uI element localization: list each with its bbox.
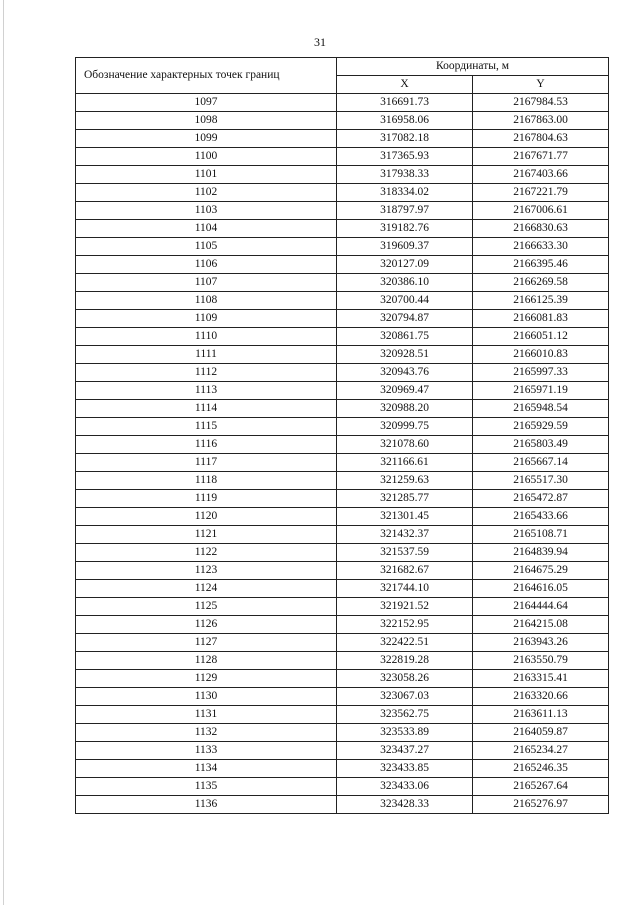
table-row <box>76 94 609 112</box>
y-cell: 2163943.26 <box>473 634 609 652</box>
point-id-cell: 1109 <box>76 310 337 328</box>
x-cell: 319609.37 <box>337 238 473 256</box>
table-row <box>76 166 609 184</box>
y-cell: 2165929.59 <box>473 418 609 436</box>
y-cell: 2166830.63 <box>473 220 609 238</box>
x-cell: 320928.51 <box>337 346 473 364</box>
x-cell: 320943.76 <box>337 364 473 382</box>
y-cell: 2163320.66 <box>473 688 609 706</box>
y-cell: 2165267.64 <box>473 778 609 796</box>
x-cell: 323067.03 <box>337 688 473 706</box>
x-cell: 323433.06 <box>337 778 473 796</box>
x-cell: 321537.59 <box>337 544 473 562</box>
x-cell: 321078.60 <box>337 436 473 454</box>
table-row <box>76 598 609 616</box>
table-row <box>76 112 609 130</box>
x-cell: 321921.52 <box>337 598 473 616</box>
y-cell: 2165971.19 <box>473 382 609 400</box>
y-cell: 2165246.35 <box>473 760 609 778</box>
point-id-cell: 1118 <box>76 472 337 490</box>
y-cell: 2166081.83 <box>473 310 609 328</box>
point-id-cell: 1099 <box>76 130 337 148</box>
y-cell: 2165108.71 <box>473 526 609 544</box>
table-row <box>76 382 609 400</box>
table-row <box>76 274 609 292</box>
y-cell: 2165948.54 <box>473 400 609 418</box>
point-id-cell: 1126 <box>76 616 337 634</box>
y-cell: 2164675.29 <box>473 562 609 580</box>
table-row <box>76 436 609 454</box>
x-cell: 323058.26 <box>337 670 473 688</box>
point-id-cell: 1136 <box>76 796 337 814</box>
x-cell: 318334.02 <box>337 184 473 202</box>
y-cell: 2166010.83 <box>473 346 609 364</box>
y-cell: 2165433.66 <box>473 508 609 526</box>
x-cell: 320969.47 <box>337 382 473 400</box>
x-cell: 323533.89 <box>337 724 473 742</box>
x-cell: 321682.67 <box>337 562 473 580</box>
y-cell: 2165472.87 <box>473 490 609 508</box>
table-row <box>76 238 609 256</box>
coordinates-table <box>75 57 609 814</box>
point-id-cell: 1119 <box>76 490 337 508</box>
y-cell: 2166633.30 <box>473 238 609 256</box>
x-cell: 317365.93 <box>337 148 473 166</box>
y-cell: 2167863.00 <box>473 112 609 130</box>
y-cell: 2163550.79 <box>473 652 609 670</box>
point-id-cell: 1128 <box>76 652 337 670</box>
table-row <box>76 760 609 778</box>
table-row <box>76 688 609 706</box>
point-id-cell: 1124 <box>76 580 337 598</box>
point-id-cell: 1134 <box>76 760 337 778</box>
y-cell: 2167006.61 <box>473 202 609 220</box>
table-row <box>76 130 609 148</box>
y-cell: 2167221.79 <box>473 184 609 202</box>
x-cell: 316958.06 <box>337 112 473 130</box>
point-id-cell: 1123 <box>76 562 337 580</box>
x-cell: 320988.20 <box>337 400 473 418</box>
table-row <box>76 724 609 742</box>
y-cell: 2165276.97 <box>473 796 609 814</box>
y-cell: 2167984.53 <box>473 94 609 112</box>
point-id-cell: 1120 <box>76 508 337 526</box>
table-row <box>76 580 609 598</box>
x-cell: 323428.33 <box>337 796 473 814</box>
table-row <box>76 256 609 274</box>
table-row <box>76 418 609 436</box>
table-row <box>76 526 609 544</box>
x-cell: 316691.73 <box>337 94 473 112</box>
x-cell: 320794.87 <box>337 310 473 328</box>
y-cell: 2164444.64 <box>473 598 609 616</box>
table-row <box>76 634 609 652</box>
y-cell: 2164059.87 <box>473 724 609 742</box>
x-cell: 323437.27 <box>337 742 473 760</box>
table-row <box>76 220 609 238</box>
point-id-cell: 1127 <box>76 634 337 652</box>
table-row <box>76 328 609 346</box>
y-cell: 2165667.14 <box>473 454 609 472</box>
x-cell: 320127.09 <box>337 256 473 274</box>
x-cell: 322422.51 <box>337 634 473 652</box>
table-row <box>76 652 609 670</box>
y-cell: 2165517.30 <box>473 472 609 490</box>
table-row <box>76 400 609 418</box>
point-id-cell: 1100 <box>76 148 337 166</box>
point-id-cell: 1117 <box>76 454 337 472</box>
x-cell: 323433.85 <box>337 760 473 778</box>
y-cell: 2163315.41 <box>473 670 609 688</box>
y-cell: 2167804.63 <box>473 130 609 148</box>
x-cell: 321285.77 <box>337 490 473 508</box>
x-cell: 321432.37 <box>337 526 473 544</box>
x-cell: 320700.44 <box>337 292 473 310</box>
y-cell: 2167671.77 <box>473 148 609 166</box>
table-row <box>76 508 609 526</box>
y-cell: 2164839.94 <box>473 544 609 562</box>
point-id-cell: 1112 <box>76 364 337 382</box>
point-id-cell: 1133 <box>76 742 337 760</box>
table-row <box>76 148 609 166</box>
table-row <box>76 544 609 562</box>
header-coordinates: Координаты, м <box>337 58 609 76</box>
x-cell: 318797.97 <box>337 202 473 220</box>
x-cell: 319182.76 <box>337 220 473 238</box>
point-id-cell: 1115 <box>76 418 337 436</box>
table-row <box>76 490 609 508</box>
point-id-cell: 1122 <box>76 544 337 562</box>
point-id-cell: 1107 <box>76 274 337 292</box>
table-row <box>76 346 609 364</box>
point-id-cell: 1098 <box>76 112 337 130</box>
x-cell: 317082.18 <box>337 130 473 148</box>
table-body <box>76 94 609 814</box>
page-number: 31 <box>314 35 326 49</box>
header-x: X <box>337 76 473 94</box>
scan-edge-line <box>3 0 4 905</box>
x-cell: 322152.95 <box>337 616 473 634</box>
y-cell: 2165803.49 <box>473 436 609 454</box>
x-cell: 321744.10 <box>337 580 473 598</box>
table-row <box>76 292 609 310</box>
table-row <box>76 742 609 760</box>
y-cell: 2166125.39 <box>473 292 609 310</box>
point-id-cell: 1116 <box>76 436 337 454</box>
x-cell: 321301.45 <box>337 508 473 526</box>
y-cell: 2164215.08 <box>473 616 609 634</box>
point-id-cell: 1103 <box>76 202 337 220</box>
point-id-cell: 1125 <box>76 598 337 616</box>
y-cell: 2166051.12 <box>473 328 609 346</box>
y-cell: 2166395.46 <box>473 256 609 274</box>
x-cell: 320861.75 <box>337 328 473 346</box>
x-cell: 320386.10 <box>337 274 473 292</box>
table-row <box>76 616 609 634</box>
header-y: Y <box>473 76 609 94</box>
table-row <box>76 796 609 814</box>
table-row <box>76 778 609 796</box>
point-id-cell: 1097 <box>76 94 337 112</box>
header-point-designation: Обозначение характерных точек границ <box>76 58 337 94</box>
point-id-cell: 1101 <box>76 166 337 184</box>
table-row <box>76 184 609 202</box>
point-id-cell: 1102 <box>76 184 337 202</box>
x-cell: 323562.75 <box>337 706 473 724</box>
table-row <box>76 706 609 724</box>
y-cell: 2164616.05 <box>473 580 609 598</box>
y-cell: 2165234.27 <box>473 742 609 760</box>
point-id-cell: 1106 <box>76 256 337 274</box>
point-id-cell: 1129 <box>76 670 337 688</box>
point-id-cell: 1130 <box>76 688 337 706</box>
table-row <box>76 454 609 472</box>
x-cell: 321166.61 <box>337 454 473 472</box>
x-cell: 321259.63 <box>337 472 473 490</box>
point-id-cell: 1132 <box>76 724 337 742</box>
y-cell: 2166269.58 <box>473 274 609 292</box>
table-row <box>76 562 609 580</box>
x-cell: 322819.28 <box>337 652 473 670</box>
table-row <box>76 364 609 382</box>
y-cell: 2167403.66 <box>473 166 609 184</box>
point-id-cell: 1114 <box>76 400 337 418</box>
point-id-cell: 1108 <box>76 292 337 310</box>
point-id-cell: 1111 <box>76 346 337 364</box>
point-id-cell: 1110 <box>76 328 337 346</box>
point-id-cell: 1105 <box>76 238 337 256</box>
table-row <box>76 472 609 490</box>
point-id-cell: 1135 <box>76 778 337 796</box>
point-id-cell: 1121 <box>76 526 337 544</box>
point-id-cell: 1104 <box>76 220 337 238</box>
point-id-cell: 1113 <box>76 382 337 400</box>
x-cell: 320999.75 <box>337 418 473 436</box>
y-cell: 2165997.33 <box>473 364 609 382</box>
table-row <box>76 670 609 688</box>
y-cell: 2163611.13 <box>473 706 609 724</box>
x-cell: 317938.33 <box>337 166 473 184</box>
table-row <box>76 310 609 328</box>
point-id-cell: 1131 <box>76 706 337 724</box>
table-row <box>76 202 609 220</box>
